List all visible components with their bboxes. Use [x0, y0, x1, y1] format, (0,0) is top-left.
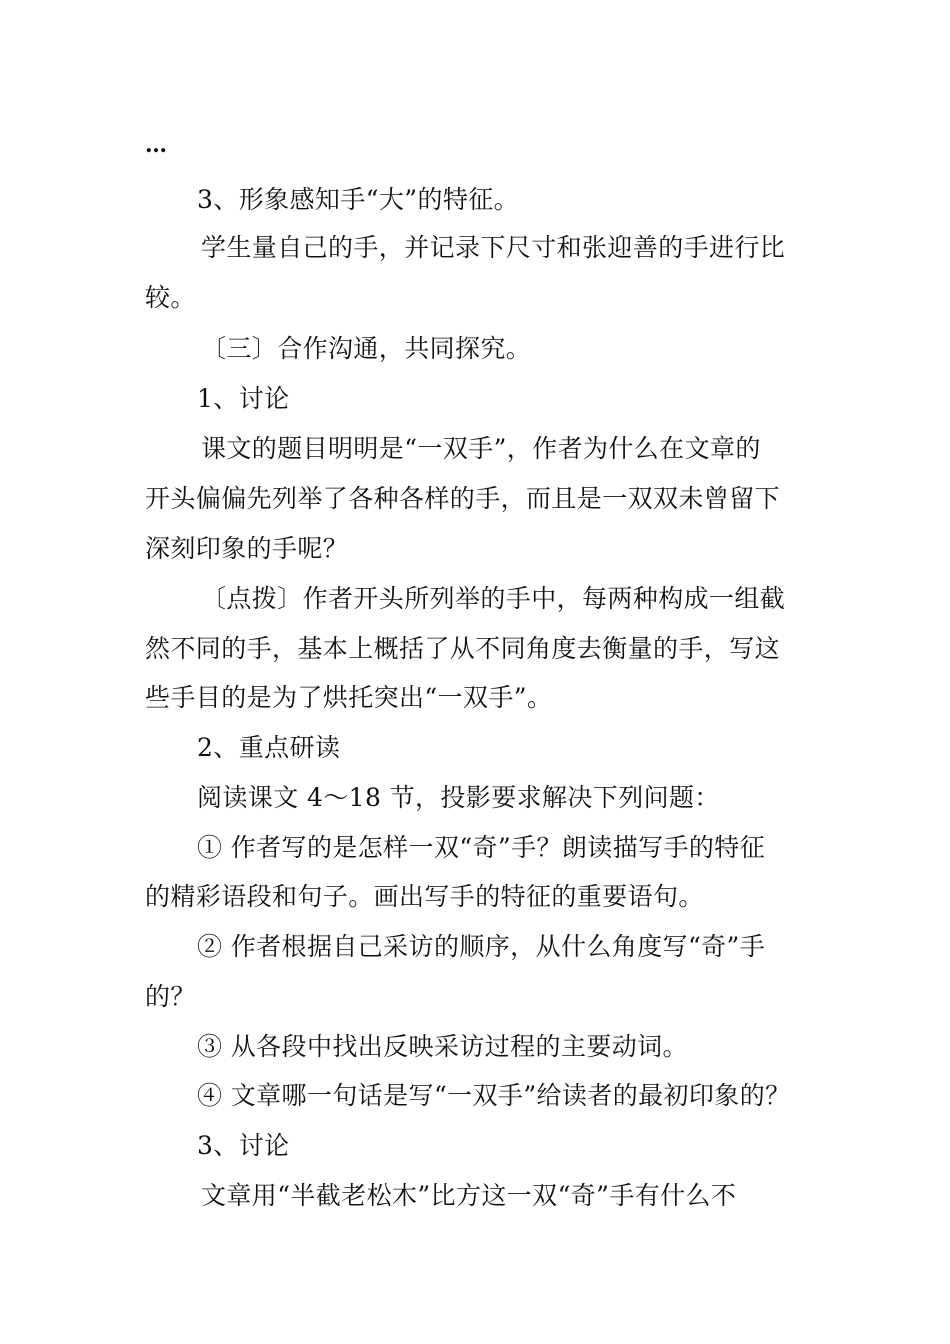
paragraph-line: 开头偏偏先列举了各种各样的手，而且是一双双未曾留下	[145, 484, 781, 513]
paragraph-line: 〔点拨〕作者开头所列举的手中，每两种构成一组截	[201, 584, 786, 613]
paragraph-line: 文章用“半截老松木”比方这一双“奇”手有什么不	[201, 1181, 737, 1210]
question-line: ③ 从各段中找出反映采访过程的主要动词。	[197, 1032, 688, 1061]
subheading: 3、讨论	[197, 1131, 290, 1160]
ellipsis-text: …	[145, 132, 168, 158]
subheading: 1、讨论	[197, 384, 290, 413]
paragraph-line: 3、形象感知手“大”的特征。	[197, 185, 520, 214]
question-line: 的？	[145, 982, 196, 1011]
paragraph-line: 些手目的是为了烘托突出“一双手”。	[145, 683, 553, 712]
question-line: ④ 文章哪一句话是写“一双手”给读者的最初印象的？	[197, 1081, 791, 1110]
paragraph-line: 较。	[145, 283, 196, 312]
question-line: ① 作者写的是怎样一双“奇”手？朗读描写手的特征	[197, 833, 766, 862]
paragraph-line: 阅读课文 4～18 节，投影要求解决下列问题：	[197, 783, 720, 812]
section-heading: 〔三〕合作沟通，共同探究。	[201, 334, 532, 363]
paragraph-line: 然不同的手，基本上概括了从不同角度去衡量的手，写这	[145, 634, 781, 663]
paragraph-line: 课文的题目明明是“一双手”，作者为什么在文章的	[201, 434, 761, 463]
subheading: 2、重点研读	[197, 733, 341, 762]
paragraph-line: 深刻印象的手呢？	[145, 534, 349, 563]
question-line: ② 作者根据自己采访的顺序，从什么角度写“奇”手	[197, 932, 766, 961]
question-line: 的精彩语段和句子。画出写手的特征的重要语句。	[145, 882, 704, 911]
paragraph-line: 学生量自己的手，并记录下尺寸和张迎善的手进行比	[201, 233, 786, 262]
